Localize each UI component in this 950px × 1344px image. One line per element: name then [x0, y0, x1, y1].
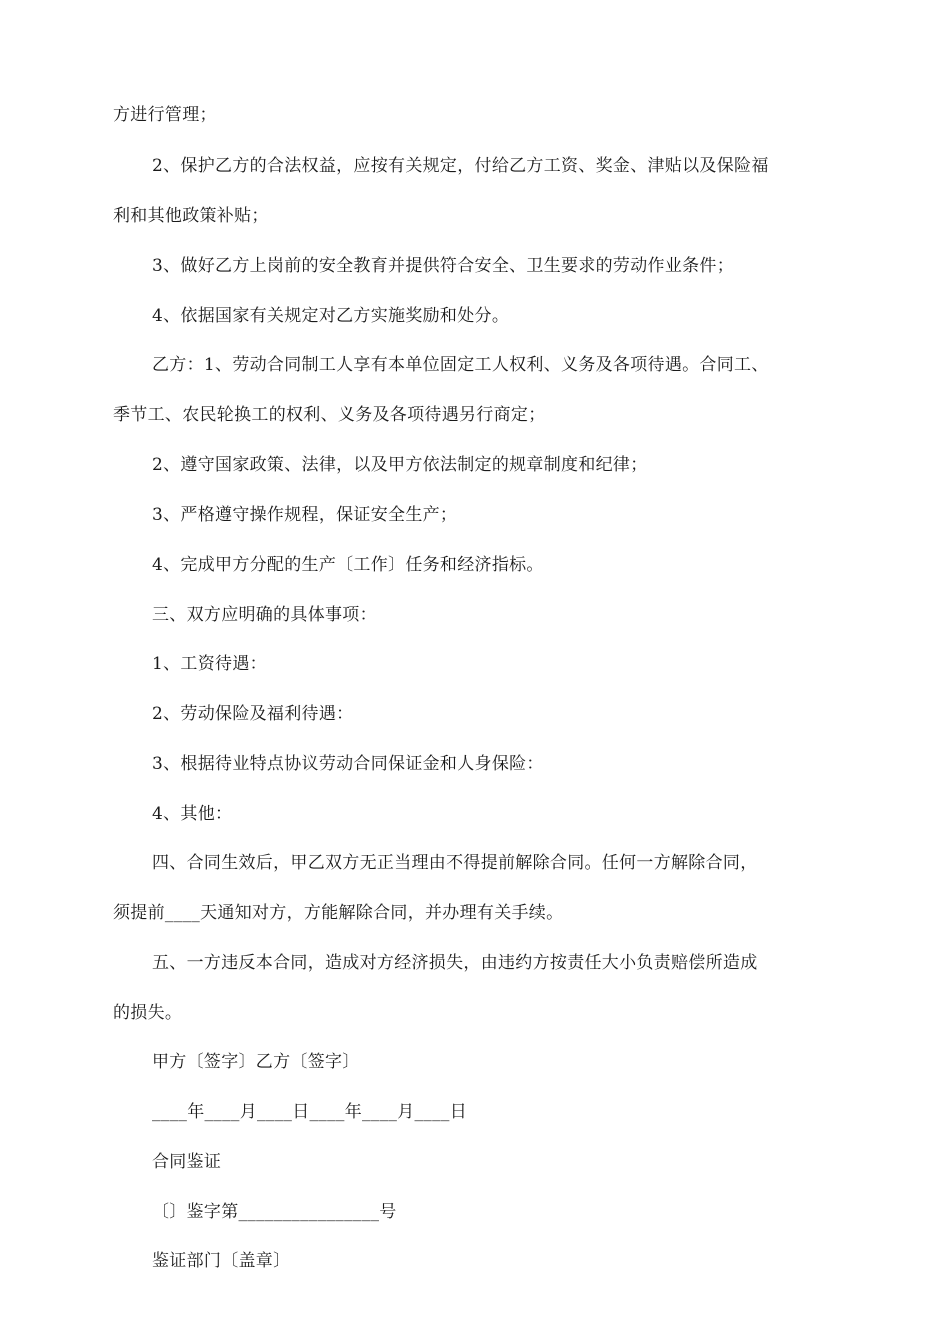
text-line: 〔〕鉴字第________________号	[152, 1202, 397, 1222]
text-line: 4、依据国家有关规定对乙方实施奖励和处分。	[152, 306, 510, 326]
signature-line: 甲方〔签字〕乙方〔签字〕	[152, 1052, 360, 1072]
date-line: ____年____月____日____年____月____日	[152, 1102, 467, 1122]
text-line: 3、根据待业特点协议劳动合同保证金和人身保险：	[152, 754, 544, 774]
text-line: 利和其他政策补贴；	[113, 206, 269, 226]
text-line: 3、严格遵守操作规程，保证安全生产；	[152, 505, 458, 525]
text-line: 五、一方违反本合同，造成对方经济损失，由违约方按责任大小负责赔偿所造成	[152, 953, 758, 973]
text-line: 4、完成甲方分配的生产〔工作〕任务和经济指标。	[152, 555, 544, 575]
text-line: 的损失。	[113, 1003, 183, 1023]
text-line: 1、工资待遇：	[152, 654, 267, 674]
text-line: 4、其他：	[152, 804, 233, 824]
text-line: 2、劳动保险及福利待遇：	[152, 704, 354, 724]
text-line: 方进行管理；	[113, 105, 217, 125]
text-line: 3、做好乙方上岗前的安全教育并提供符合安全、卫生要求的劳动作业条件；	[152, 256, 735, 276]
text-line: 季节工、农民轮换工的权利、义务及各项待遇另行商定；	[113, 405, 546, 425]
text-line: 合同鉴证	[152, 1152, 222, 1172]
text-line: 2、保护乙方的合法权益，应按有关规定，付给乙方工资、奖金、津贴以及保险福	[152, 156, 769, 176]
text-line: 三、双方应明确的具体事项：	[152, 605, 377, 625]
text-line: 四、合同生效后，甲乙双方无正当理由不得提前解除合同。任何一方解除合同，	[152, 853, 758, 873]
text-line: 2、遵守国家政策、法律，以及甲方依法制定的规章制度和纪律；	[152, 455, 648, 475]
text-line: 乙方：1、劳动合同制工人享有本单位固定工人权利、义务及各项待遇。合同工、	[152, 355, 769, 375]
text-line: 鉴证部门〔盖章〕	[152, 1251, 291, 1271]
text-line: 须提前____天通知对方，方能解除合同，并办理有关手续。	[113, 903, 564, 923]
